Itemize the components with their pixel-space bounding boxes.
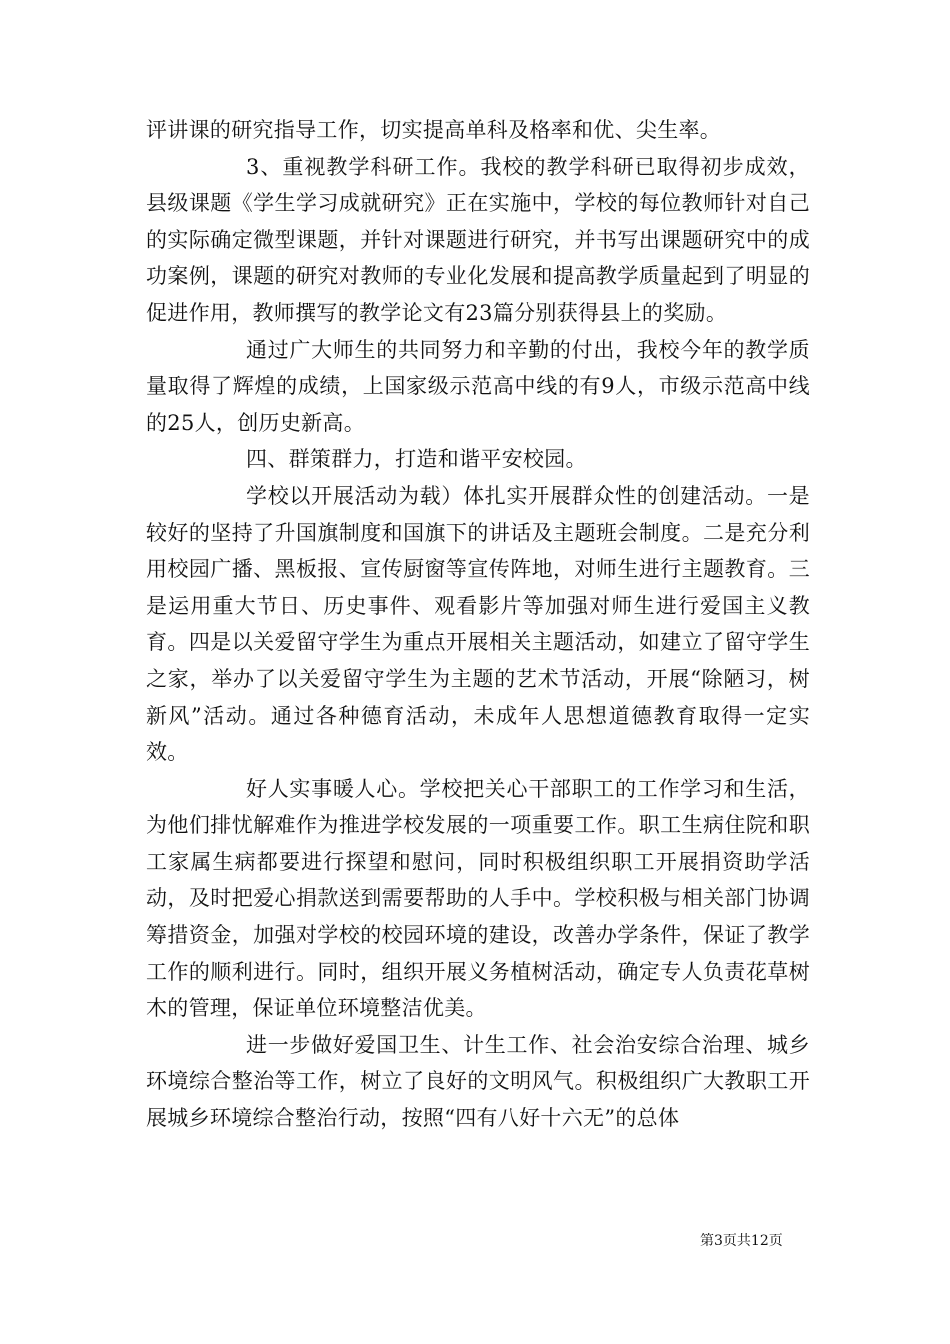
paragraph-5: 好人实事暖人心。学校把关心干部职工的工作学习和生活，为他们排忧解难作为推进学校发展的一项重要工作。职工生病住院和职工家属生病都要进行探望和慰问，同时积极组织职工开展捐资助学活动，及时把爱心捐款送到需要帮助的人手中。学校积极与相关部门协调筹措资金，加强对学校的校园环境的建设，改善办学条件，保证了教学工作的顺利进行。同时，组织开展义务植树活动，确定专人负责花草树木的管理，保证单位环境整洁优美。 (146, 776, 810, 1021)
paragraph-4: 学校以开展活动为载）体扎实开展群众性的创建活动。一是较好的坚持了升国旗制度和国旗下的讲话及主题班会制度。二是充分利用校园广播、黑板报、宣传厨窗等宣传阵地，对师生进行主题教育。三是运用重大节日、历史事件、观看影片等加强对师生进行爱国主义教育。四是以关爱留守学生为重点开展相关主题活动，如建立了留守学生之家，举办了以关爱留守学生为主题的艺术节活动，开展“除陋习，树新风”活动。通过各种德育活动，未成年人思想道德教育取得一定实效。 (146, 483, 810, 765)
document-body (146, 112, 810, 1137)
paragraph-2: 3、重视教学科研工作。我校的教学科研已取得初步成效，县级课题《学生学习成就研究》正在实施中，学校的每位教师针对自己的实际确定微型课题，并针对课题进行研究，并书写出课题研究中的成功案例，课题的研究对教师的专业化发展和提高教学质量起到了明显的促进作用，教师撰写的教学论文有23篇分别获得县上的奖励。 (146, 154, 810, 325)
section-heading: 四、群策群力，打造和谐平安校园。 (246, 447, 587, 472)
page-number: 第3页共12页 (700, 1233, 783, 1249)
paragraph-1: 评讲课的研究指导工作，切实提高单科及格率和优、尖生率。 (146, 118, 722, 142)
paragraph-6: 进一步做好爱国卫生、计生工作、社会治安综合治理、城乡环境综合整治等工作，树立了良好的文明风气。积极组织广大教职工开展城乡环境综合整治行动，按照“四有八好十六无”的总体 (146, 1032, 810, 1131)
paragraph-3: 通过广大师生的共同努力和辛勤的付出，我校今年的教学质量取得了辉煌的成绩，上国家级示范高中线的有9人，市级示范高中线的25人，创历史新高。 (146, 337, 810, 435)
